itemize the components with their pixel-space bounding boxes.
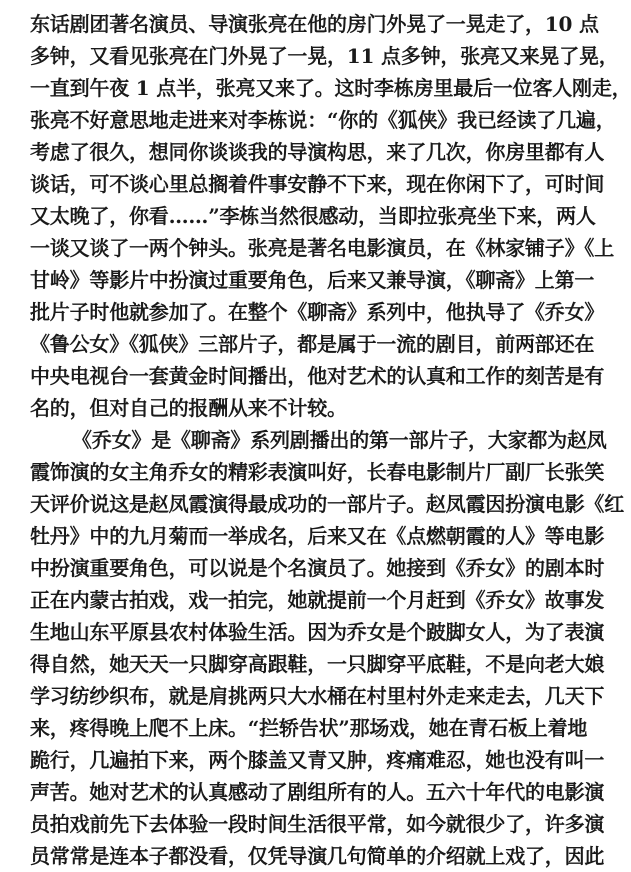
text-line: 来，疼得晚上爬不上床。“拦轿告状”那场戏，她在青石板上着地 (30, 716, 588, 740)
text-line: 一谈又谈了一两个钟头。张亮是著名电影演员，在《林家铺子》《上 (30, 236, 614, 260)
text-line: 员拍戏前先下去体验一段时间生活很平常，如今就很少了，许多演 (30, 812, 605, 836)
text-line: 员常常是连本子都没看，仅凭导演几句简单的介绍就上戏了，因此 (30, 844, 605, 868)
text-line: 中扮演重要角色，可以说是个名演员了。她接到《乔女》的剧本时 (30, 556, 605, 580)
text-line: 名的，但对自己的报酬从来不计较。 (30, 396, 347, 420)
text-line: 《乔女》是《聊斋》系列剧播出的第一部片子，大家都为赵凤 (72, 428, 607, 452)
text-line: 考虑了很久，想同你谈谈我的导演构思，来了几次，你房里都有人 (30, 140, 605, 164)
paragraph-qiao-nu (30, 424, 624, 872)
text-line: 批片子时他就参加了。在整个《聊斋》系列中，他执导了《乔女》 (30, 300, 605, 324)
text-line: 甘岭》等影片中扮演过重要角色，后来又兼导演，《聊斋》上第一 (30, 268, 595, 292)
text-line: 生地山东平原县农村体验生活。因为乔女是个跛脚女人，为了表演 (30, 620, 605, 644)
text-line: 学习纺纱织布，就是肩挑两只大水桶在村里村外走来走去，几天下 (30, 684, 605, 708)
text-line: 跪行，几遍拍下来，两个膝盖又青又肿，疼痛难忍，她也没有叫一 (30, 748, 605, 772)
text-line: 霞饰演的女主角乔女的精彩表演叫好，长春电影制片厂副厂长张笑 (30, 460, 605, 484)
text-line: 又太晚了，你看……”李栋当然很感动，当即拉张亮坐下来，两人 (30, 204, 596, 228)
text-line: 多钟，又看见张亮在门外晃了一晃，11 点多钟，张亮又来晃了晃， (30, 44, 619, 68)
text-line: 中央电视台一套黄金时间播出，他对艺术的认真和工作的刻苦是有 (30, 364, 605, 388)
text-line: 《鲁公女》《狐侠》三部片子，都是属于一流的剧目，前两部还在 (30, 332, 595, 356)
text-line: 正在内蒙古拍戏，戏一拍完，她就提前一个月赶到《乔女》故事发 (30, 588, 605, 612)
text-line: 天评价说这是赵凤霞演得最成功的一部片子。赵凤霞因扮演电影《红 (30, 492, 624, 516)
text-line: 声苦。她对艺术的认真感动了剧组所有的人。五六十年代的电影演 (30, 780, 605, 804)
text-line: 谈话，可不谈心里总搁着件事安静不下来，现在你闲下了，可时间 (30, 172, 605, 196)
text-line: 一直到午夜 1 点半，张亮又来了。这时李栋房里最后一位客人刚走， (30, 76, 631, 100)
paragraph-zhang-liang (30, 8, 631, 424)
text-line: 牡丹》中的九月菊而一举成名，后来又在《点燃朝霞的人》等电影 (30, 524, 605, 548)
text-line: 东话剧团著名演员、导演张亮在他的房门外晃了一晃走了，10 点 (30, 12, 599, 36)
document-page (30, 8, 631, 868)
text-line: 得自然，她天天一只脚穿高跟鞋，一只脚穿平底鞋，不是向老大娘 (30, 652, 605, 676)
text-line: 张亮不好意思地走进来对李栋说：“你的《狐侠》我已经读了几遍， (30, 108, 616, 132)
